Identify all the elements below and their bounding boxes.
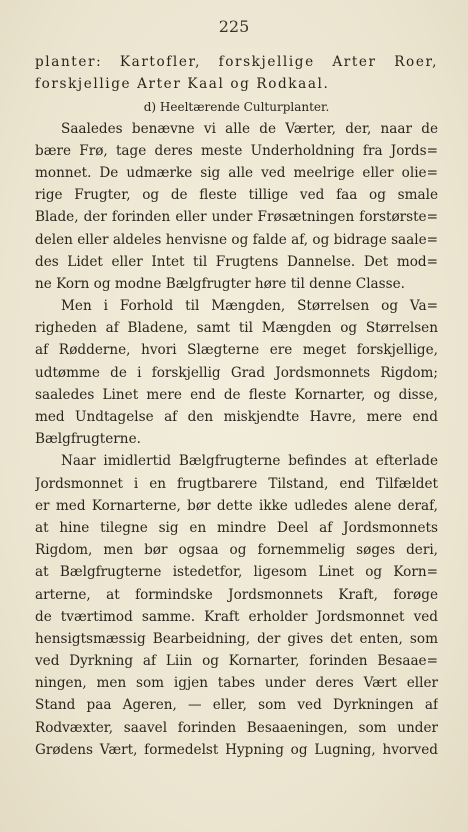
text-line: hensigtsmæssig Bearbeidning, der gives det enten, som: [35, 630, 438, 647]
text-line: ningen, men som igjen tabes under deres Vært eller: [35, 675, 438, 692]
text-line: af Rødderne, hvori Slægterne ere meget forskjellige,: [35, 342, 438, 359]
paragraph: [35, 118, 438, 296]
text-line: delen eller aldeles henvisne og falde af, og bidrage saale=: [35, 231, 438, 248]
text-line: er med Kornarterne, bør dette ikke udledes alene deraf,: [35, 497, 438, 514]
text-line: Saaledes benævne vi alle de Værter, der, naar de: [61, 120, 438, 137]
text-line: Naar imidlertid Bælgfrugterne befindes at efterlade: [61, 453, 438, 470]
text-line: planter: Kartofler, forskjellige Arter Roer,: [35, 54, 438, 70]
text-line: arterne, at formindske Jordsmonnets Kraft, forøge: [35, 586, 438, 603]
text-line: righeden af Bladene, samt til Mængden og Størrelsen: [35, 320, 438, 337]
page-number: 225: [218, 17, 250, 36]
text-line: saaledes Linet mere end de fleste Kornarter, og disse,: [35, 386, 438, 403]
text-line: ne Korn og modne Bælgfrugter høre til denne Classe.: [35, 275, 405, 292]
text-line: Bælgfrugterne.: [35, 431, 141, 448]
paragraph: [35, 450, 438, 761]
text-line: des Lidet eller Intet til Frugtens Dannelse. Det mod=: [35, 253, 438, 270]
text-line: monnet. De udmærke sig alle ved meelrige eller olie=: [35, 164, 438, 181]
text-line: rige Frugter, og de fleste tillige ved faa og smale: [35, 187, 438, 204]
text-line: at hine tilegne sig en mindre Deel af Jordsmonnets: [35, 519, 438, 536]
text-line: Jordsmonnet i en frugtbarere Tilstand, end Tilfældet: [35, 475, 438, 492]
text-line: Grødens Vært, formedelst Hypning og Lugning, hvorved: [35, 741, 438, 758]
text-line: udtømme de i forskjellig Grad Jordsmonnets Rigdom;: [35, 364, 438, 381]
text-line: Rigdom, men bør ogsaa og fornemmelig søges deri,: [35, 542, 438, 559]
paragraph: [35, 295, 438, 450]
text-line: de tværtimod samme. Kraft erholder Jordsmonnet ved: [35, 608, 438, 625]
text-line: med Undtagelse af den miskjendte Havre, mere end: [35, 409, 438, 425]
text-line: ved Dyrkning af Liin og Kornarter, forinden Besaae=: [35, 653, 438, 670]
section-subheading: d) Heeltærende Culturplanter.: [143, 100, 330, 115]
text-line: Men i Forhold til Mængden, Størrelsen og Va=: [61, 298, 438, 315]
text-line: forskjellige Arter Kaal og Rodkaal.: [35, 76, 330, 93]
text-line: Blade, der forinden eller under Frøsætningen forstørste=: [35, 209, 438, 226]
text-line: bære Frø, tage deres meste Underholdning fra Jords=: [35, 142, 438, 159]
text-line: at Bælgfrugterne istedetfor, ligesom Linet og Korn=: [35, 564, 438, 581]
page-text: [35, 51, 438, 761]
text-line: Stand paa Ageren, — eller, som ved Dyrkningen af: [35, 697, 438, 714]
text-line: Rodvæxter, saavel forinden Besaaeningen, som under: [35, 719, 438, 736]
